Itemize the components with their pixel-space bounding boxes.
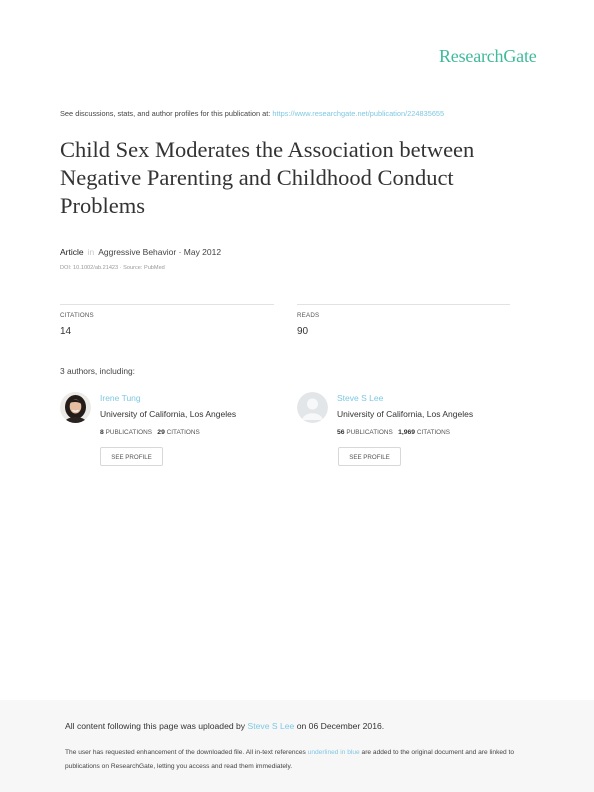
publication-link[interactable]: https://www.researchgate.net/publication/224835655: [272, 109, 445, 118]
author-citations-count: 1,969: [398, 429, 416, 436]
author-affiliation: University of California, Los Angeles: [100, 409, 237, 419]
authors-count: 3 authors: [60, 366, 95, 376]
avatar[interactable]: [60, 392, 91, 423]
author-citations-label: CITATIONS: [416, 429, 451, 436]
authors-suffix: , including:: [94, 366, 135, 376]
underlined-link[interactable]: underlined in blue: [307, 749, 360, 756]
author-name[interactable]: Irene Tung: [100, 393, 141, 403]
upload-suffix: on 06 December 2016.: [294, 721, 385, 731]
author-card: [60, 392, 91, 423]
enhancement-note: [65, 746, 545, 774]
publications-label: PUBLICATIONS: [346, 429, 393, 436]
reads-divider: [297, 304, 510, 305]
see-profile-button[interactable]: SEE PROFILE: [100, 447, 163, 466]
note-prefix: The user has requested enhancement of the downloaded file. All in-text references: [65, 749, 308, 756]
reads-label: READS: [297, 312, 320, 319]
author-stats: [100, 429, 200, 436]
article-title: Child Sex Moderates the Association between Negative Parenting and Childhood Conduct Problems: [60, 137, 475, 218]
uploader-link[interactable]: Steve S Lee: [247, 721, 295, 731]
discussion-line: [60, 109, 444, 118]
citations-count: 14: [60, 326, 72, 337]
author-affiliation: University of California, Los Angeles: [337, 409, 474, 419]
publications-label: PUBLICATIONS: [105, 429, 152, 436]
see-profile-button[interactable]: SEE PROFILE: [338, 447, 401, 466]
researchgate-logo[interactable]: ResearchGate: [439, 46, 537, 66]
publications-count: 56: [337, 429, 345, 436]
author-stats: [337, 429, 450, 436]
article-type: Article: [60, 247, 84, 257]
doi-line: DOI: 10.1002/ab.21423 · Source: PubMed: [60, 265, 165, 271]
author-name[interactable]: Steve S Lee: [337, 393, 384, 403]
authors-heading: [60, 366, 135, 376]
citations-label: CITATIONS: [60, 312, 94, 319]
publications-count: 8: [100, 429, 104, 436]
in-word: in: [87, 247, 95, 257]
upload-prefix: All content following this page was uploaded by: [65, 721, 248, 731]
note-suffix: are added to the original document and are linked to publications on ResearchGate, letting you access and read them immediately.: [65, 749, 515, 770]
article-meta: [60, 247, 221, 257]
article-venue: Aggressive Behavior · May 2012: [98, 247, 222, 257]
citations-divider: [60, 304, 274, 305]
avatar-placeholder-icon[interactable]: [297, 392, 328, 423]
author-card: [297, 392, 328, 423]
discussion-prefix: See discussions, stats, and author profiles for this publication at:: [60, 109, 273, 118]
reads-count: 90: [297, 326, 309, 337]
upload-note: [65, 721, 384, 731]
author-citations-label: CITATIONS: [166, 429, 200, 436]
author-citations-count: 29: [157, 429, 165, 436]
